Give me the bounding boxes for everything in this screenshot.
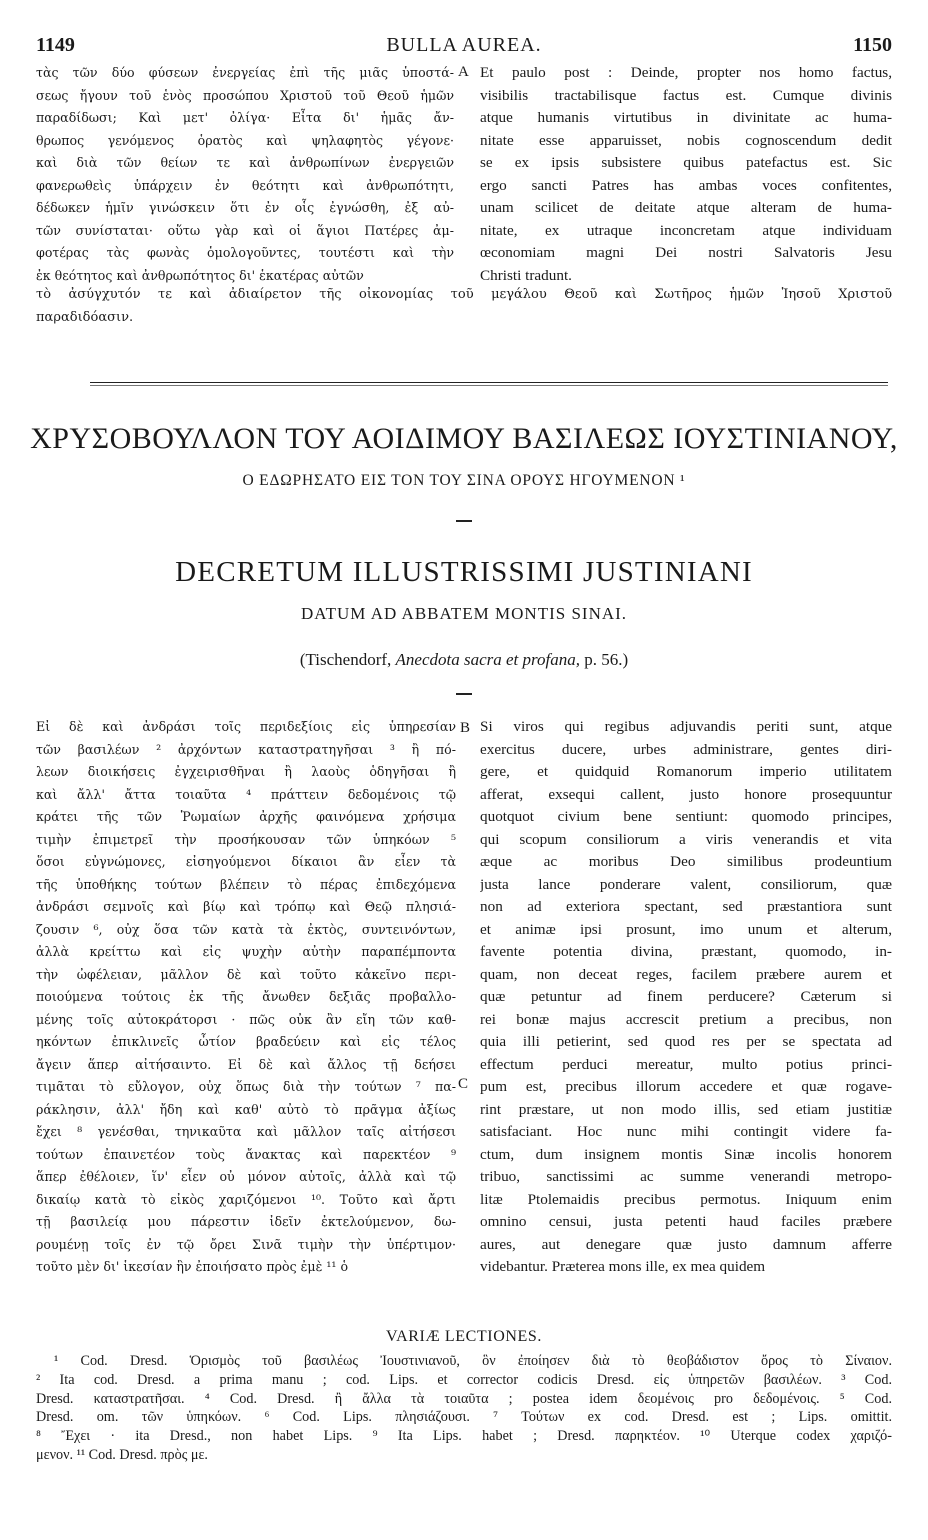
text-line: ἄγειν ἅπερ αἰτήσαιντο. Εἰ δὲ καὶ ἄλλος τῇ δεήσει	[36, 1056, 456, 1072]
greek-title: ΧΡΥΣΟΒΟΥΛΛΟΝ ΤΟΥ ΑΟΙΔΙΜΟΥ ΒΑΣΙΛΕΩΣ ΙΟΥΣΤΙΝΙΑΝΟΥ,	[30, 422, 898, 455]
running-title: BULLA AUREA.	[386, 34, 542, 56]
text-line: ὅσοι εὐγνώμονες, εἰσηγούμενοι δίκαιοι ἂν εἶεν τὰ	[36, 854, 456, 869]
source-work: Anecdota sacra et profana,	[395, 650, 580, 669]
text-line: ηκόντων ἐπικλινεῖς ὦτίον βραδεύειν καὶ εἰς τέλος	[36, 1034, 456, 1049]
text-line: rint præstare, ut non modo illis, sed etiam justitiæ	[480, 1100, 892, 1118]
text-line: quam, non deceat reges, facilem præbere aurem et	[480, 965, 892, 983]
text-line: exercitus ducere, urbes administrare, gentes diri-	[480, 740, 892, 758]
text-line: ράκλησιν, ἀλλ' ἤδη καὶ καθ' αὐτὸ τὸ πρᾶγμα ἀξίως	[36, 1101, 456, 1117]
top-latin-column	[480, 62, 892, 287]
text-line: quæ petuntur ad finem perducere? Cæterum si	[480, 988, 892, 1005]
text-line: ζουσιν ⁶, οὐχ ὅσα τῶν κατὰ τὰ ἐκτὸς, συντεινόντων,	[36, 921, 456, 937]
body-greek-column	[36, 716, 456, 1279]
text-line: τούτων ἐπαινετέον τοὺς ἄνακτας καὶ παρεκτέον ⁹	[36, 1146, 456, 1162]
text-line: ἐκ θεότητος καὶ ἀνθρωπότητος δι' ἑκατέρας αὐτῶν	[36, 267, 364, 283]
latin-title: DECRETUM ILLUSTRISSIMI JUSTINIANI	[175, 556, 753, 588]
greek-subtitle: Ο ΕΔΩΡΗΣΑΤΟ ΕΙΣ ΤΟΝ ΤΟΥ ΣΙΝΑ ΟΡΟΥΣ ΗΓΟΥΜΕΝΟΝ ¹	[242, 472, 686, 489]
latin-subtitle: DATUM AD ABBATEM MONTIS SINAI.	[300, 604, 628, 623]
text-line: καὶ ἄλλ' ἄττα τοιαῦτα ⁴ πράττειν δεδομένοις τῷ	[36, 786, 456, 802]
variae-notes	[36, 1352, 892, 1465]
text-line: ⁸ Ἔχει · ita Dresd., non habet Lips. ⁹ Ita Lips. habet ; Dresd. παρηκτέον. ¹⁰ Uterque codex χαριζό-	[36, 1428, 892, 1445]
text-line: atque humanis virtutibus in divinitate ac huma-	[480, 109, 892, 126]
text-line: ἀλλὰ κρείττω καὶ εἰς ψυχὴν αὐτὴν παραπέμποντα	[36, 944, 456, 959]
section-rule	[90, 382, 888, 383]
text-line: σεως ἤγουν τοῦ ἑνὸς προσώπου Χριστοῦ τοῦ Θεοῦ ἡμῶν	[36, 87, 454, 103]
text-line: τὴν ὠφέλειαν, μᾶλλον δὲ καὶ τοῦτο κἀκεῖνο περι-	[36, 966, 456, 982]
text-line: effectum perduci mereatur, multo potius princi-	[480, 1055, 892, 1073]
body-latin-column	[480, 716, 892, 1279]
source-author: (Tischendorf,	[299, 650, 392, 669]
text-line: τῶν βασιλέων ² ἀρχόντων καταστρατηγῆσαι ³ ἢ πό-	[36, 741, 456, 757]
text-line: ¹ Cod. Dresd. Ὁρισμὸς τοῦ βασιλέως Ἰουστινιανοῦ, ὃν ἐποίησεν διὰ τὸ θεοβάδιστον ὄρος τὸ Σίναιον.	[54, 1353, 892, 1369]
text-line: quia illi petierint, sed quod res per se spectata ad	[480, 1033, 892, 1050]
margin-letter-a: A	[458, 64, 469, 80]
text-line: κράτει τῆς τῶν Ῥωμαίων ἀρχῆς φαινόμενα χρήσιμα	[36, 809, 456, 824]
text-line: ρουμένῃ τοῖς ἐν τῷ ὄρει Σινᾶ τιμὴν τὴν ὑπέρτιμον·	[36, 1236, 456, 1252]
top-full-line: τὸ ἀσύγχυτόν τε καὶ ἀδιαίρετον τῆς οἰκονομίας τοῦ μεγάλου Θεοῦ καὶ Σωτῆρος ἡμῶν Ἰησοῦ Χριστοῦ	[36, 287, 892, 302]
source-citation	[40, 650, 888, 670]
text-line: Dresd. καταστρατῆσαι. ⁴ Cod. Dresd. ἢ ἄλλα τὰ τοιαῦτα ; postea idem δεομένοις pro δεδομένοις. ⁵ Cod.	[36, 1390, 892, 1407]
right-page-number: 1150	[853, 34, 892, 56]
section-rule-thin	[90, 385, 888, 386]
top-greek-column	[36, 62, 454, 287]
text-line: λεων διοικήσεις ἐγχειρισθῆναι ἢ λαοὺς ὁδηγῆσαι ἢ	[36, 764, 456, 779]
text-line: pum est, precibus illorum accedere et quæ rogave-	[480, 1078, 892, 1095]
text-line: τῶν συνίσταται· οὕτω γὰρ καὶ οἱ ἅγιοι Πατέρες ἀμ-	[36, 222, 454, 238]
text-line: τῇ βασιλείᾳ μου πάρεστιν ἰδεῖν ἐκτελούμενον, δω-	[36, 1214, 456, 1229]
text-line: favente potentia divina, præstant, quomodo, in-	[480, 943, 892, 960]
title-dash	[456, 520, 472, 522]
text-line: ἔχει ⁸ γενέσθαι, τηνικαῦτα καὶ μᾶλλον ταῖς αἰτήσεσι	[36, 1124, 456, 1139]
text-line: μένης τοῖς αὐτοκράτορσι · πῶς οὐκ ἂν εἴη τῶν καθ-	[36, 1011, 456, 1027]
text-line: μενον. ¹¹ Cod. Dresd. πρὸς με.	[36, 1446, 208, 1463]
text-line: ² Ita cod. Dresd. a prima manu ; cod. Lips. et corrector codicis Dresd. εἰς ὑπηρετῶν βασιλέων. ³ Cod.	[36, 1371, 892, 1388]
text-line: et animæ ipsi prosunt, imo unum et alterum,	[480, 920, 892, 938]
text-line: justa lance ponderare valent, consiliorum, quæ	[480, 875, 892, 893]
text-line: φοτέρας τὰς φωνὰς ὁμολογοῦντες, τουτέστι καὶ τὴν	[36, 245, 454, 260]
text-line: δικαίῳ κατὰ τὸ εἰκὸς χαριζόμενοι ¹⁰. Τοῦτο καὶ ἄρτι	[36, 1191, 456, 1207]
body-dash	[456, 693, 472, 695]
text-line: æque ac moribus Deo similibus prodeuntium	[480, 853, 892, 870]
text-line: qui scopum consiliorum a viris venerandis et vita	[480, 830, 892, 848]
margin-letter-b: B	[460, 720, 471, 736]
text-line: Εἰ δὲ καὶ ἀνδράσι τοῖς περιδεξίοις εἰς ὑπηρεσίαν	[36, 719, 456, 734]
text-line: rei bonæ majus accrescit pretium a precibus, non	[480, 1010, 892, 1028]
top-full-line-end: παραδιδόασιν.	[36, 310, 134, 325]
running-head	[36, 34, 892, 58]
text-line: Christi tradunt.	[480, 266, 572, 284]
text-line: θρωπος γενόμενος ὁρατὸς καὶ ψηλαφητὸς γέγονε·	[36, 132, 454, 148]
text-line: παραδίδωσι; Καὶ μετ' ὀλίγα· Εἶτα δι' ἡμᾶς ἄν-	[36, 110, 454, 125]
text-line: omnino censui, justa petenti haud faciles præbere	[480, 1213, 892, 1230]
text-line: ποιούμενα τούτοις ἐκ τῆς ἄνωθεν δεξιᾶς προβαλλο-	[36, 989, 456, 1004]
text-line: ergo sancti Patres has ambas voces confitentes,	[480, 176, 892, 194]
text-line: τιμὴν ἐπιμετρεῖ τὴν προσήκουσαν τῶν ὑπηκόων ⁵	[36, 831, 456, 847]
text-line: gere, et quidquid Romanorum imperio utilitatem	[480, 763, 892, 780]
text-line: litæ Ptolemaidis precibus permotus. Iniquum enim	[480, 1190, 892, 1208]
text-line: τῆς ὑποθήκης τούτων βλέπειν τὸ πέρας ἐπιδεχόμενα	[36, 876, 456, 892]
text-line: quotquot civium bene sentiunt: quomodo principes,	[480, 808, 892, 825]
text-line: τιμᾶται τὸ εὔλογον, οὐχ ὅπως διὰ τὴν τούτων ⁷ πα-	[36, 1079, 456, 1094]
text-line: unam scilicet de deitate atque alteram de huma-	[480, 199, 892, 216]
source-page: p. 56.)	[584, 650, 629, 669]
left-page-number: 1149	[36, 34, 75, 56]
text-line: visibilis tractabilisque factus est. Cumque divinis	[480, 86, 892, 104]
text-line: καὶ διὰ τῶν θείων τε καὶ ἀνθρωπίνων ἐνεργειῶν	[36, 155, 454, 170]
text-line: τοῦτο μὲν δι' ἱκεσίαν ἣν ἐποιήσατο πρὸς ἐμὲ ¹¹ ὁ	[36, 1259, 349, 1274]
text-line: Dresd. om. τῶν ὑπηκόων. ⁶ Cod. Lips. πλησιάζουσι. ⁷ Τούτων ex cod. Dresd. est ; Lips. omittit.	[36, 1409, 892, 1426]
text-line: non ad exteriora spectant, sed præstantiora sunt	[480, 898, 892, 915]
text-line: φανερωθεὶς ὑπάρχειν ἐν θεότητι καὶ ἀνθρωπότητι,	[36, 177, 454, 193]
text-line: Et paulo post : Deinde, propter nos homo factus,	[480, 64, 892, 81]
text-line: τὰς τῶν δύο φύσεων ἐνεργείας ἐπὶ τῆς μιᾶς ὑποστά-	[36, 65, 454, 80]
text-line: aures, aut denegare quæ justo damnum afferre	[480, 1235, 892, 1253]
text-line: nitate esse apparuisset, nobis cognoscendum dedit	[480, 131, 892, 149]
text-line: ctum, dum insignem montis Sinæ incolis honorem	[480, 1145, 892, 1163]
text-line: œconomiam magni Dei nostri Salvatoris Jesu	[480, 244, 892, 261]
text-line: nitate, ex utraque inconcretam atque individuam	[480, 221, 892, 239]
text-line: afferat, exsequi callent, justo honore prosequuntur	[480, 785, 892, 803]
text-line: satisfaciant. Hoc nunc mihi contingit videre fa-	[480, 1123, 892, 1140]
text-line: se ex ipsis subsistere quibus patefactus est. Sic	[480, 154, 892, 171]
text-line: videbantur. Præterea mons ille, ex mea quidem	[480, 1258, 766, 1275]
text-line: tribuo, sanctissimi ac summe venerandi metropo-	[480, 1168, 892, 1185]
text-line: ἅπερ ἐθέλοιεν, ἵν' εἶεν οὐ μόνον αὐτοῖς, ἀλλὰ καὶ τῷ	[36, 1169, 456, 1184]
text-line: δέδωκεν ἡμῖν γινώσκειν ὅτι ἐν οἷς ἐγνώσθη, ἐξ αὐ-	[36, 200, 454, 215]
text-line: ἀνδράσι σεμνοῖς καὶ βίῳ καὶ τρόπῳ καὶ Θεῷ πλησιά-	[36, 899, 456, 914]
margin-letter-c: C	[458, 1076, 469, 1092]
text-line: Si viros qui regibus adjuvandis periti sunt, atque	[480, 718, 892, 735]
variae-heading: VARIÆ LECTIONES.	[386, 1328, 542, 1345]
